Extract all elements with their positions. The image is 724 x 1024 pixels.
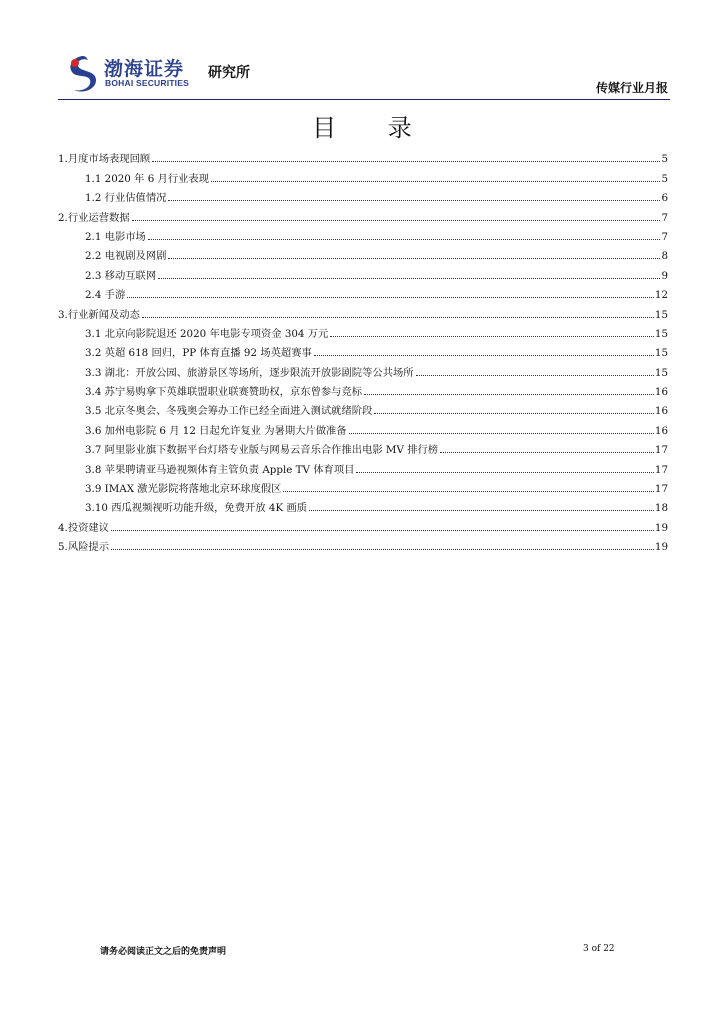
toc-entry[interactable] — [58, 282, 668, 301]
toc-dot-leader — [356, 472, 653, 473]
toc-entry[interactable] — [58, 476, 668, 495]
toc-entry-page: 16 — [654, 424, 668, 437]
toc-entry-page: 15 — [654, 308, 668, 321]
toc-entry[interactable] — [58, 534, 668, 553]
toc-dot-leader — [152, 161, 660, 162]
toc-entry-page: 7 — [661, 211, 668, 224]
bohai-logo — [66, 52, 266, 96]
toc-entry[interactable] — [58, 379, 668, 398]
toc-entry-label: 3.8 苹果聘请亚马逊视频体育主管负责 Apple TV 体育项目 — [85, 463, 355, 476]
toc-dot-leader — [158, 278, 660, 279]
toc-entry-page: 9 — [661, 269, 668, 282]
toc-entry-page: 16 — [654, 386, 668, 399]
table-of-contents — [58, 146, 668, 553]
toc-entry-page: 6 — [661, 192, 668, 205]
toc-entry-page: 7 — [661, 230, 668, 243]
toc-dot-leader — [309, 510, 654, 511]
toc-dot-leader — [330, 336, 654, 337]
toc-entry-label: 3.行业新闻及动态 — [58, 308, 140, 321]
toc-entry-page: 8 — [661, 250, 668, 263]
toc-entry-label: 3.4 苏宁易购拿下英雄联盟职业联赛赞助权，京东曾参与竞标 — [85, 386, 363, 399]
header-divider — [58, 99, 670, 100]
toc-dot-leader — [211, 181, 660, 182]
footer-disclaimer: 请务必阅读正文之后的免责声明 — [100, 947, 227, 957]
toc-dot-leader — [168, 258, 660, 259]
toc-entry-label: 3.5 北京冬奥会、冬残奥会筹办工作已经全面进入测试就绪阶段 — [85, 405, 373, 418]
logo-chinese-name: 渤海证券 — [104, 58, 185, 80]
logo-english-name: BOHAI SECURITIES — [105, 78, 189, 88]
toc-entry-label: 2.3 移动互联网 — [85, 269, 157, 282]
toc-entry-label: 1.1 2020 年 6 月行业表现 — [85, 172, 210, 185]
toc-entry-page: 16 — [654, 405, 668, 418]
toc-title: 目 录 — [312, 114, 434, 142]
toc-dot-leader — [111, 549, 654, 550]
toc-entry-page: 15 — [654, 327, 668, 340]
toc-entry[interactable] — [58, 495, 668, 514]
toc-entry[interactable] — [58, 243, 668, 262]
toc-dot-leader — [127, 297, 654, 298]
footer-page-number: 3 of 22 — [583, 944, 615, 954]
toc-entry-label: 3.7 阿里影业旗下数据平台灯塔专业版与网易云音乐合作推出电影 MV 排行榜 — [85, 444, 439, 457]
toc-entry-page: 15 — [654, 347, 668, 360]
toc-entry[interactable] — [58, 417, 668, 436]
toc-entry-label: 4.投资建议 — [58, 521, 110, 534]
toc-entry-label: 3.3 湖北：开放公园、旅游景区等场所，逐步限流开放影剧院等公共场所 — [85, 366, 414, 379]
toc-entry-label: 3.2 英超 618 回归，PP 体育直播 92 场英超赛事 — [85, 347, 312, 360]
toc-entry[interactable] — [58, 359, 668, 378]
toc-entry[interactable] — [58, 398, 668, 417]
toc-entry[interactable] — [58, 146, 668, 165]
toc-entry-label: 1.2 行业估值情况 — [85, 192, 167, 205]
toc-dot-leader — [364, 394, 654, 395]
toc-entry-page: 15 — [654, 366, 668, 379]
toc-entry-label: 3.9 IMAX 激光影院将落地北京环球度假区 — [85, 483, 282, 496]
bohai-logo-icon — [66, 54, 98, 94]
toc-entry[interactable] — [58, 321, 668, 340]
toc-entry-label: 2.1 电影市场 — [85, 230, 146, 243]
toc-entry-label: 2.行业运营数据 — [58, 211, 130, 224]
toc-dot-leader — [111, 530, 654, 531]
report-type: 传媒行业月报 — [595, 81, 668, 95]
toc-entry-page: 12 — [654, 289, 668, 302]
toc-dot-leader — [168, 200, 660, 201]
toc-dot-leader — [314, 355, 654, 356]
toc-entry-page: 17 — [654, 444, 668, 457]
toc-entry[interactable] — [58, 165, 668, 184]
toc-entry-page: 5 — [661, 172, 668, 185]
toc-entry-page: 18 — [654, 502, 668, 515]
toc-entry-label: 3.6 加州电影院 6 月 12 日起允许复业 为暑期大片做准备 — [85, 424, 347, 437]
toc-dot-leader — [374, 413, 654, 414]
toc-dot-leader — [148, 239, 661, 240]
toc-dot-leader — [142, 317, 654, 318]
toc-dot-leader — [283, 491, 653, 492]
toc-entry-page: 17 — [654, 483, 668, 496]
toc-entry[interactable] — [58, 456, 668, 475]
toc-entry[interactable] — [58, 437, 668, 456]
toc-entry[interactable] — [58, 514, 668, 533]
toc-entry-page: 19 — [654, 521, 668, 534]
toc-entry-page: 17 — [654, 463, 668, 476]
report-header — [58, 48, 670, 100]
toc-entry-label: 2.2 电视剧及网剧 — [85, 250, 167, 263]
toc-dot-leader — [132, 220, 661, 221]
toc-entry-label: 3.1 北京向影院退还 2020 年电影专项资金 304 万元 — [85, 327, 329, 340]
toc-dot-leader — [416, 375, 654, 376]
toc-dot-leader — [349, 433, 654, 434]
toc-entry[interactable] — [58, 301, 668, 320]
toc-entry[interactable] — [58, 262, 668, 281]
toc-entry[interactable] — [58, 224, 668, 243]
toc-entry-page: 19 — [654, 541, 668, 554]
toc-entry-page: 5 — [661, 153, 668, 166]
institute-name: 研究所 — [208, 65, 250, 81]
toc-entry-label: 5.风险提示 — [58, 541, 110, 554]
toc-entry[interactable] — [58, 185, 668, 204]
toc-entry[interactable] — [58, 340, 668, 359]
toc-entry-label: 1.月度市场表现回顾 — [58, 153, 151, 166]
toc-entry-label: 2.4 手游 — [85, 289, 126, 302]
toc-entry-label: 3.10 西瓜视频视听功能升级，免费开放 4K 画质 — [85, 502, 308, 515]
toc-dot-leader — [440, 452, 654, 453]
toc-entry[interactable] — [58, 204, 668, 223]
